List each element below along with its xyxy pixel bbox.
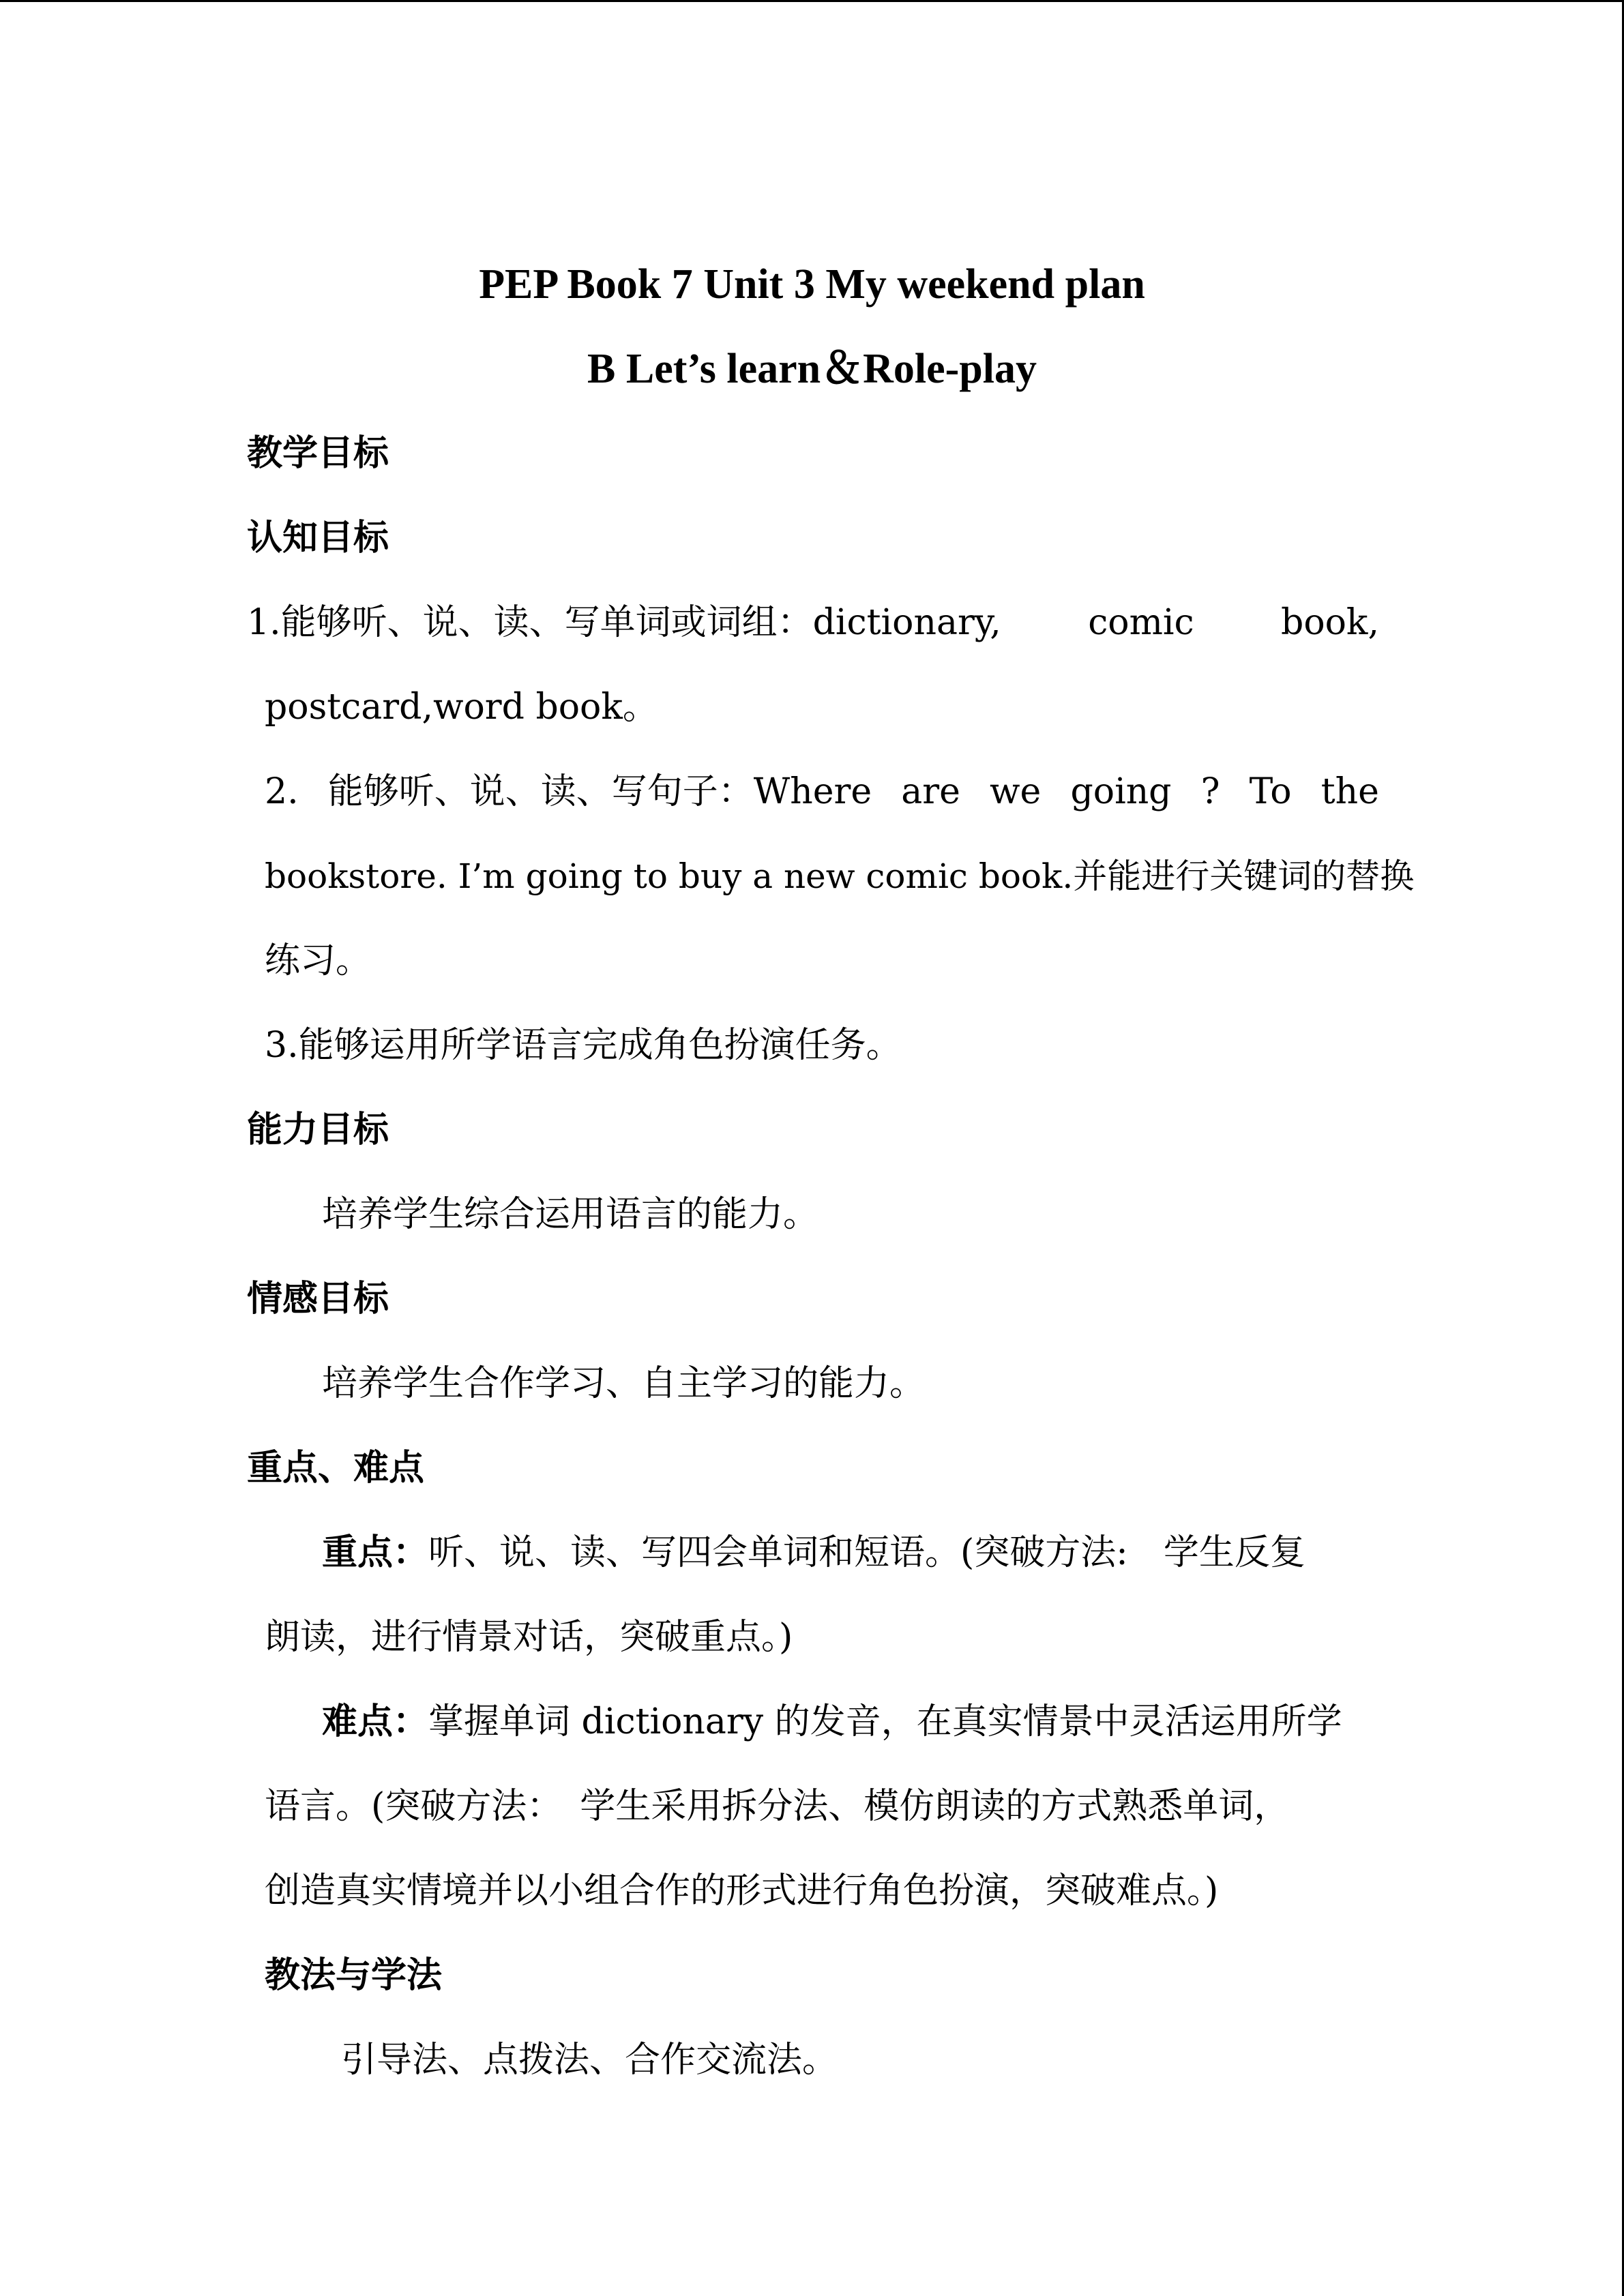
- cognitive-item-2-word: the: [1320, 771, 1379, 812]
- key-point-label: 重点：: [322, 1532, 429, 1573]
- cognitive-item-2-word: we: [990, 771, 1042, 812]
- heading-cognitive-goals: 认知目标: [247, 518, 389, 558]
- cognitive-item-2-word: 能够听、说、读、写句子：Where: [327, 771, 872, 812]
- cognitive-item-3: 3.能够运用所学语言完成角色扮演任务。: [265, 1025, 902, 1066]
- cognitive-item-2-word: To: [1249, 771, 1292, 812]
- difficult-point-label: 难点：: [322, 1701, 429, 1742]
- heading-emotional-goals: 情感目标: [247, 1279, 389, 1320]
- cognitive-item-2-word: are: [901, 771, 960, 812]
- cognitive-item-2-line-2: bookstore. I’m going to buy a new comic book.并能进行关键词的替换: [265, 856, 1415, 896]
- cognitive-item-1-line-1: [247, 601, 1379, 644]
- key-point-line-1: [322, 1531, 1305, 1575]
- methods-text: 引导法、点拨法、合作交流法。: [341, 2040, 838, 2081]
- difficult-point-text: 掌握单词 dictionary 的发音，在真实情景中灵活运用所学: [428, 1701, 1342, 1742]
- difficult-point-line-3: 创造真实情境并以小组合作的形式进行角色扮演，突破难点。): [265, 1870, 1219, 1911]
- key-point-line-2: 朗读，进行情景对话，突破重点。): [265, 1617, 793, 1658]
- heading-ability-goals: 能力目标: [247, 1109, 389, 1150]
- cognitive-item-2-word: 2.: [265, 771, 299, 812]
- cognitive-item-2-word: ?: [1200, 771, 1220, 812]
- cognitive-item-2-line-1: [265, 770, 1379, 814]
- cognitive-item-1-part-1: 1.能够听、说、读、写单词或词组：dictionary,: [247, 602, 1001, 643]
- cognitive-item-1-line-2: postcard,word book。: [265, 687, 658, 728]
- heading-teaching-goals: 教学目标: [247, 433, 389, 474]
- key-point-text: 听、说、读、写四会单词和短语。(突破方法: 学生反复: [428, 1532, 1305, 1573]
- cognitive-item-1-part-2: comic: [1088, 602, 1194, 643]
- emotional-goals-text: 培养学生合作学习、自主学习的能力。: [322, 1363, 926, 1404]
- heading-methods: 教法与学法: [265, 1955, 443, 1996]
- heading-key-difficult: 重点、难点: [247, 1448, 425, 1489]
- document-subtitle: B Let’s learn＆Role-play: [587, 346, 1037, 392]
- ability-goals-text: 培养学生综合运用语言的能力。: [322, 1194, 819, 1235]
- document-title: PEP Book 7 Unit 3 My weekend plan: [479, 261, 1145, 308]
- cognitive-item-1-part-3: book,: [1281, 602, 1379, 643]
- difficult-point-line-2: 语言。(突破方法： 学生采用拆分法、模仿朗读的方式熟悉单词，: [265, 1786, 1290, 1827]
- cognitive-item-2-word: going: [1070, 771, 1172, 812]
- difficult-point-line-1: [322, 1700, 1342, 1744]
- cognitive-item-2-line-3: 练习。: [265, 940, 372, 981]
